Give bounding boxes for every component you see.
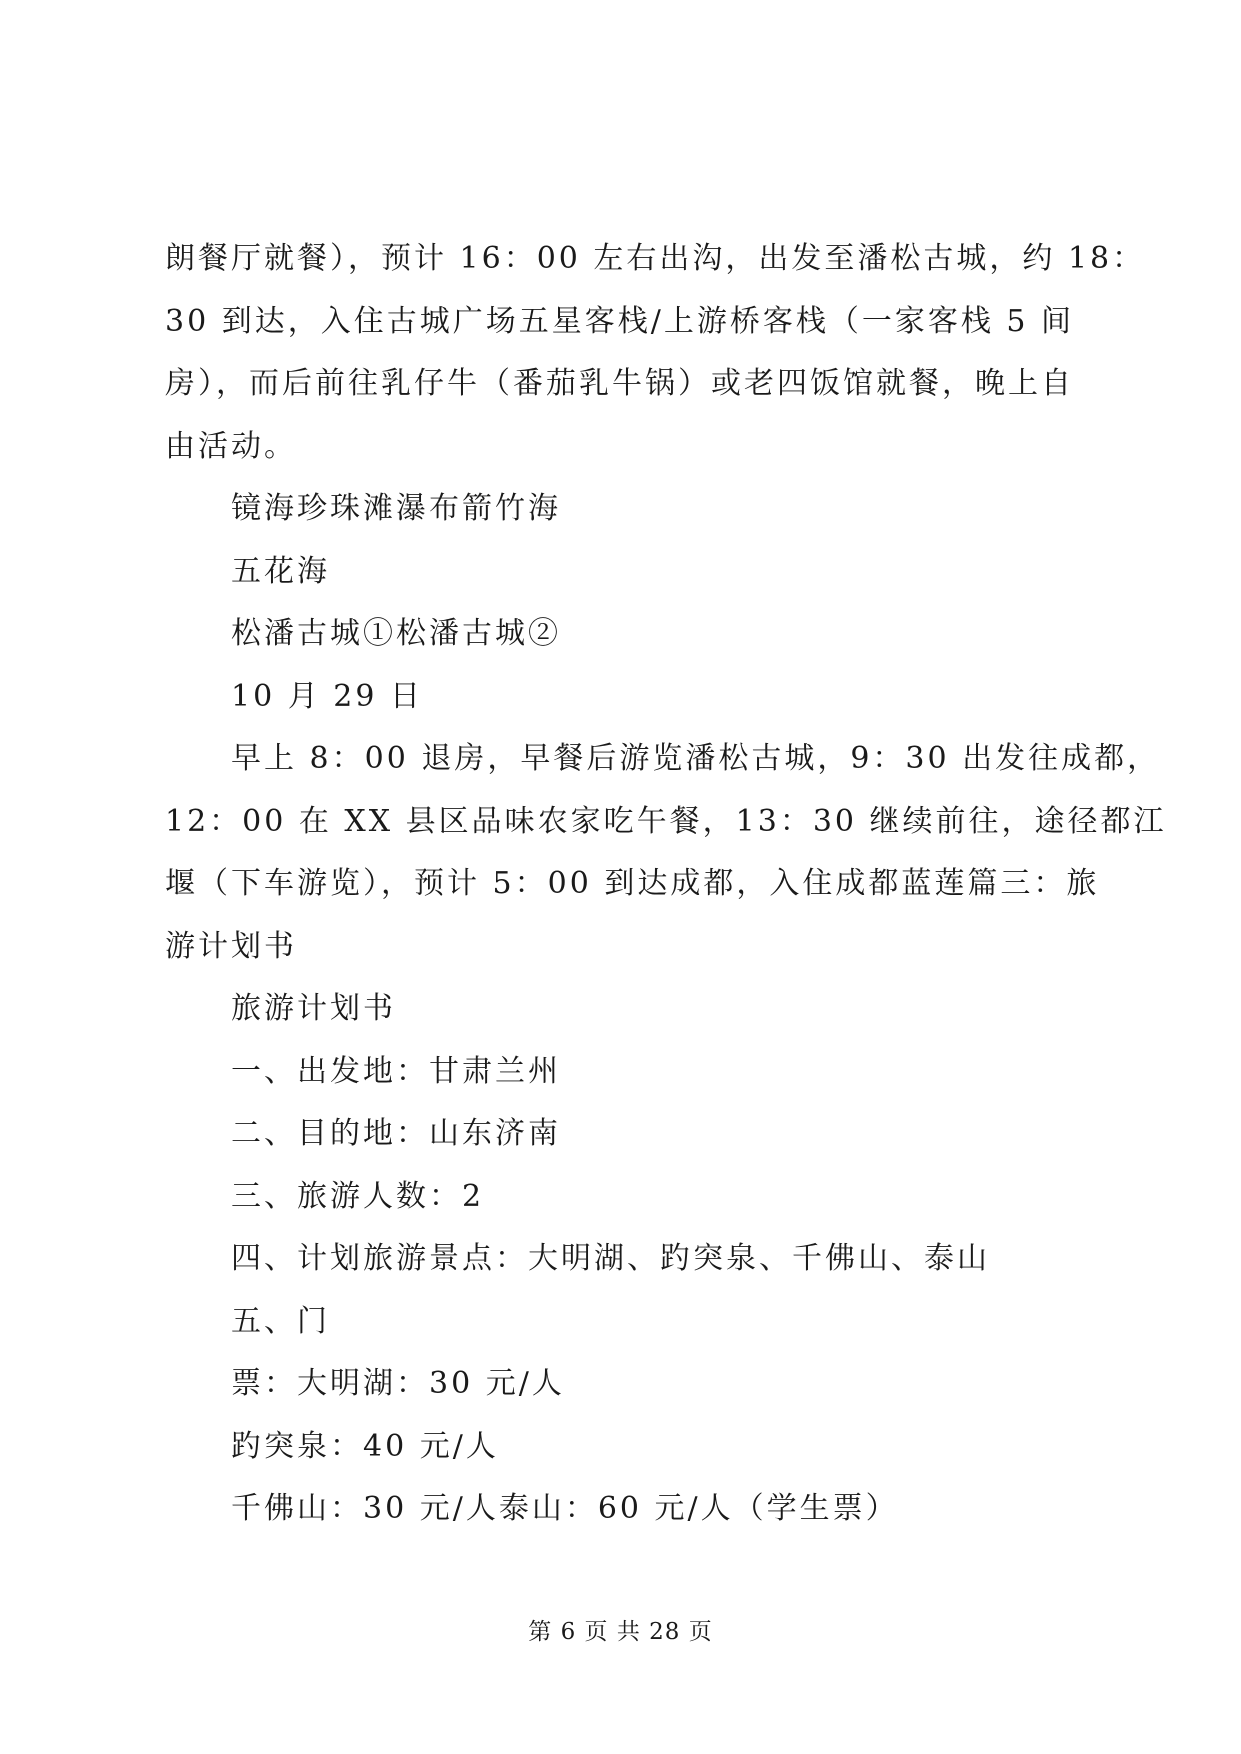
paragraph-line: 早上 8：00 退房，早餐后游览潘松古城，9：30 出发往成都， <box>231 741 1161 776</box>
list-item: 票：大明湖：30 元/人 <box>231 1366 565 1401</box>
paragraph-line: 游计划书 <box>165 928 297 964</box>
paragraph-line: 30 到达，入住古城广场五星客栈/上游桥客栈（一家客栈 5 间 <box>165 303 1074 339</box>
list-item: 五、门 <box>231 1303 330 1339</box>
list-item: 四、计划旅游景点：大明湖、趵突泉、千佛山、泰山 <box>231 1241 990 1276</box>
paragraph-line: 朗餐厅就餐），预计 16：00 左右出沟，出发至潘松古城，约 18： <box>165 241 1146 276</box>
list-item: 三、旅游人数：2 <box>231 1178 485 1214</box>
list-item: 千佛山：30 元/人泰山：60 元/人（学生票） <box>231 1491 899 1526</box>
page-number-footer: 第 6 页 共 28 页 <box>528 1619 713 1645</box>
list-item: 一、出发地：甘肃兰州 <box>231 1053 561 1089</box>
paragraph-line: 镜海珍珠滩瀑布箭竹海 <box>231 491 561 526</box>
paragraph-line: 由活动。 <box>165 428 297 464</box>
list-item: 二、目的地：山东济南 <box>231 1116 561 1151</box>
document-body <box>165 228 1167 1541</box>
paragraph-line: 松潘古城①松潘古城② <box>231 616 561 651</box>
list-item: 趵突泉：40 元/人 <box>231 1428 499 1464</box>
paragraph-line: 房），而后前往乳仔牛（番茄乳牛锅）或老四饭馆就餐，晚上自 <box>165 366 1074 401</box>
paragraph-line: 堰（下车游览），预计 5：00 到达成都，入住成都蓝莲篇三：旅 <box>165 866 1100 901</box>
date-heading: 10 月 29 日 <box>231 678 423 714</box>
section-title: 旅游计划书 <box>231 991 396 1026</box>
paragraph-line: 12：00 在 XX 县区品味农家吃午餐，13：30 继续前往，途径都江 <box>165 803 1167 839</box>
paragraph-line: 五花海 <box>231 553 330 589</box>
